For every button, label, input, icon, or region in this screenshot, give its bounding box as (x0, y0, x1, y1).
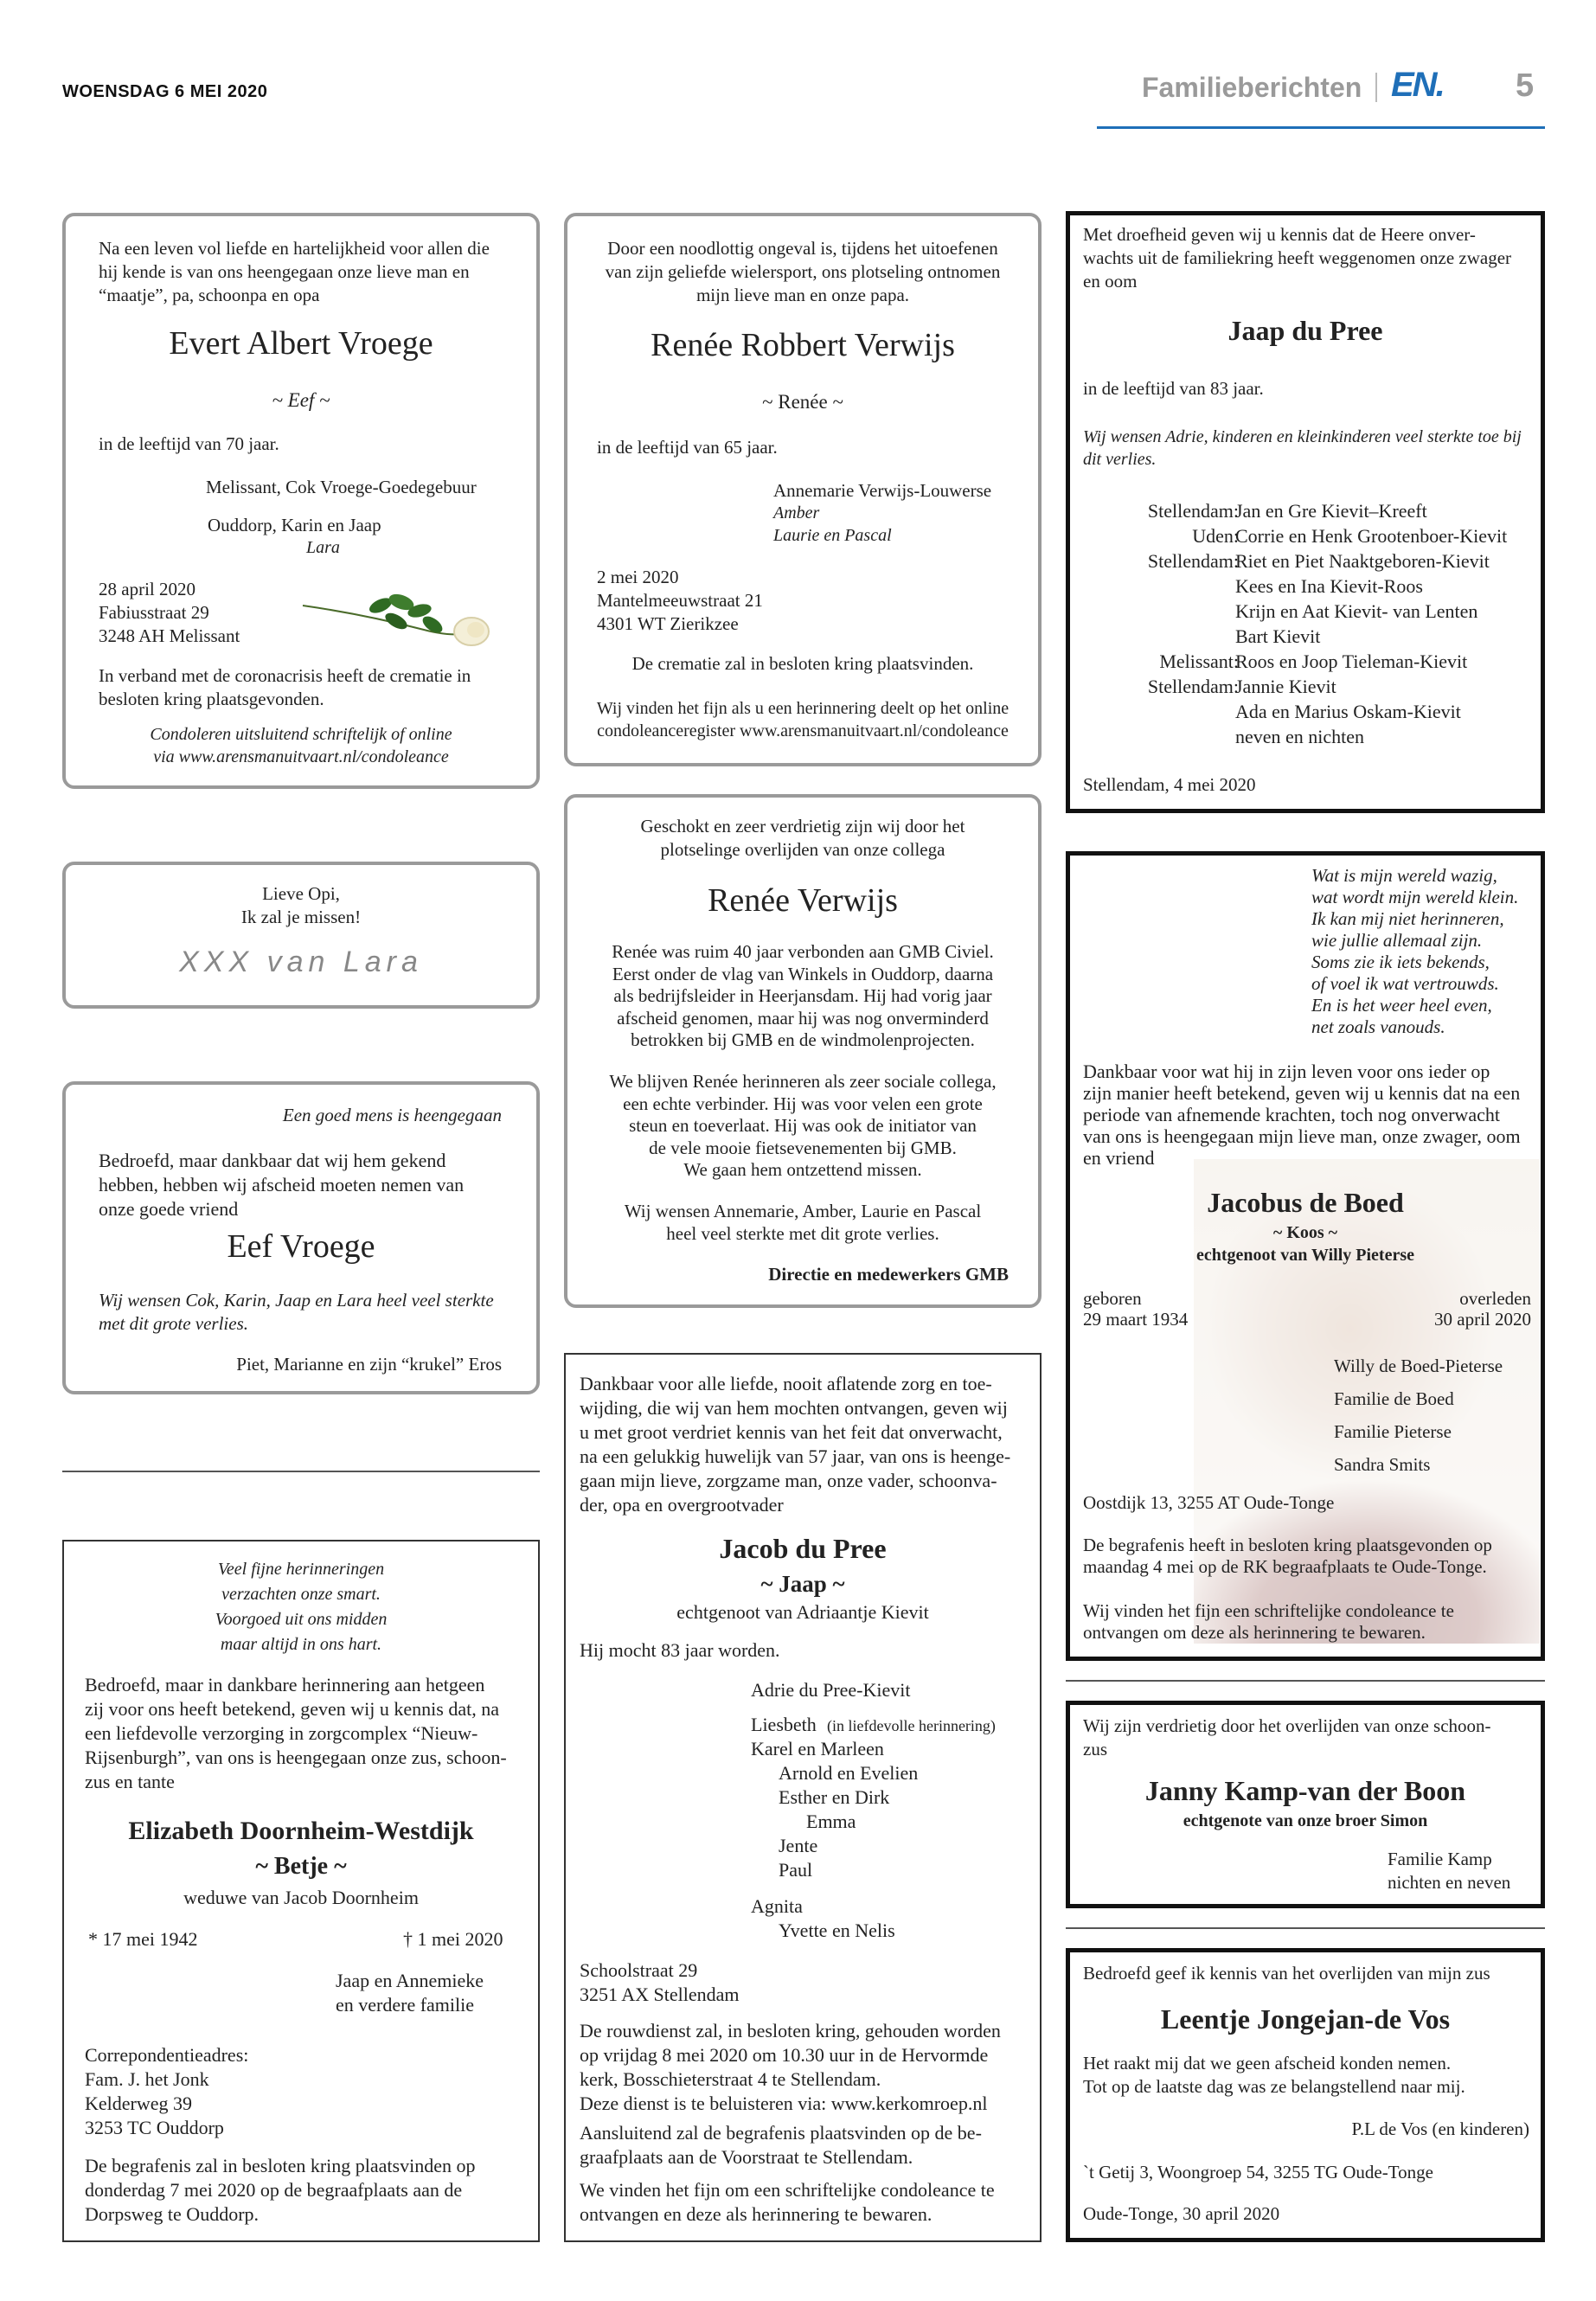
renee1-intro: Door een noodlottig ongeval is, tijdens het uitoefenen van zijn geliefde wielersport, ons plotseling ontnomen mijn lieve man en onze papa. (605, 238, 1001, 305)
jaap-row-names: Krijn en Aat Kievit- van Lenten (1235, 600, 1478, 622)
jaap-row-place: Stellendam: (1147, 550, 1239, 572)
betje-widow: weduwe van Jacob Doornheim (183, 1887, 419, 1908)
jacob-nickname: ~ Jaap ~ (760, 1571, 845, 1597)
section-title: Familieberichten (1142, 72, 1362, 103)
evert-address: 28 april 2020 Fabiusstraat 29 3248 AH Melissant (99, 579, 240, 646)
jaap-intro: Met droefheid geven wij u kennis dat de Heere onver- wachts uit de familiekring heeft weggenomen onze zwager en oom (1083, 224, 1512, 292)
betje-born: * 17 mei 1942 (88, 1928, 198, 1950)
leentje-text: Het raakt mij dat we geen afscheid konden nemen. Tot op de laatste dag was ze belangstellend naar mij. (1083, 2053, 1465, 2097)
evert-family-3: Lara (306, 538, 340, 557)
betje-address: Correpondentieadres: Fam. J. het Jonk Kelderweg 39 3253 TC Ouddorp (85, 2044, 249, 2138)
column3-separator-2 (1066, 1927, 1545, 1929)
evert-note: In verband met de coronacrisis heeft de crematie in besloten kring plaatsgevonden. (99, 665, 471, 709)
jacob-family-4: Arnold en Evelien Esther en Dirk (779, 1762, 919, 1808)
leentje-name: Leentje Jongejan-de Vos (1160, 2003, 1451, 2035)
koos-nickname: ~ Koos ~ (1272, 1223, 1338, 1242)
koos-born-date: 29 maart 1934 (1083, 1309, 1189, 1330)
jaap-wish: Wij wensen Adrie, kinderen en kleinkinderen veel sterkte toe bij dit verlies. (1083, 427, 1522, 469)
jacob-burial: Aansluitend zal de begrafenis plaatsvinden op de be- graafplaats aan de Voorstraat te Stellendam. (580, 2122, 982, 2168)
newspaper-logo: EN. (1391, 66, 1444, 104)
jaap-age: in de leeftijd van 83 jaar. (1083, 378, 1264, 399)
jaap-row-names: neven en nichten (1235, 726, 1365, 747)
betje-family: Jaap en Annemieke en verdere familie (336, 1970, 484, 2016)
jacob-family-8: Yvette en Nelis (779, 1920, 895, 1941)
betje-intro: Bedroefd, maar in dankbare herinnering aan hetgeen zij voor ons heeft betekend, geven wij u kennis dat, na een liefdevolle verzorging in zorgcomplex “Nieuw- Rijsenburgh”, van ons is heengegaan onze zus, schoon- zus en tante (85, 1674, 507, 1792)
koos-card: Wij vinden het fijn een schriftelijke condoleance te ontvangen om deze als herinnering te bewaren. (1083, 1600, 1454, 1643)
koos-address: Oostdijk 13, 3255 AT Oude-Tonge (1083, 1492, 1335, 1513)
jacob-family-3: Karel en Marleen (751, 1738, 884, 1759)
jaap-row-place: Stellendam: (1147, 676, 1239, 697)
jacob-service: De rouwdienst zal, in besloten kring, gehouden worden op vrijdag 8 mei 2020 om 10.30 uur in de Hervormde kerk, Bosschieterstraat 4 te Stellendam. Deze dienst is te beluisteren via: www.kerkomroep.nl (580, 2020, 1001, 2114)
koos-died-date: 30 april 2020 (1434, 1309, 1531, 1330)
koos-died-label: overleden (1459, 1288, 1531, 1309)
betje-poem: Veel fijne herinneringen verzachten onze smart. Voorgoed uit ons midden maar altijd in ons hart. (215, 1560, 388, 1654)
betje-name: Elizabeth Doornheim-Westdijk (128, 1817, 474, 1845)
header-rule (1097, 126, 1545, 129)
rose-icon (294, 580, 493, 649)
opi-text: Lieve Opi, Ik zal je missen! (240, 883, 362, 927)
evert-intro: Na een leven vol liefde en hartelijkheid voor allen die hij kende is van ons heengegaan onze lieve man en “maatje”, pa, schoonpa en opa (99, 238, 490, 305)
renee1-family-2: Amber Laurie en Pascal (773, 503, 892, 545)
jaap-row-names: Roos en Joop Tieleman-Kievit (1235, 651, 1468, 672)
jacob-age: Hij mocht 83 jaar worden. (580, 1639, 780, 1661)
jacob-family-2-note: (in liefdevolle herinnering) (827, 1717, 996, 1734)
jaap-row-names: Corrie en Henk Grootenboer-Kievit (1235, 525, 1508, 547)
jaap-row-names: Kees en Ina Kievit-Roos (1235, 575, 1423, 597)
koos-poem: Wat is mijn wereld wazig, wat wordt mijn wereld klein. Ik kan mij niet herinneren, wie jullie allemaal zijn. Soms zie ik iets bekends, of voel ik wat vertrouwds. En is het weer heel even, net zoals vanouds. (1311, 865, 1519, 1037)
leentje-from: P.L de Vos (en kinderen) (1351, 2118, 1529, 2139)
jaap-family-list (1083, 498, 1533, 758)
page-number: 5 (1516, 67, 1535, 104)
evert-family-1: Melissant, Cok Vroege-Goedegebuur (206, 477, 477, 497)
evert-age: in de leeftijd van 70 jaar. (99, 433, 279, 454)
leentje-intro: Bedroefd geef ik kennis van het overlijden van mijn zus (1083, 1963, 1490, 1984)
jacob-family-1: Adrie du Pree-Kievit (751, 1679, 911, 1701)
evert-family-2: Ouddorp, Karin en Jaap (208, 515, 381, 535)
renee1-nickname: ~ Renée ~ (762, 391, 843, 413)
jacob-address: Schoolstraat 29 3251 AX Stellendam (580, 1959, 740, 2005)
renee1-online: Wij vinden het fijn als u een herinnering deelt op het online condoleanceregister www.arensmanuitvaart.nl/condoleance (596, 699, 1010, 740)
jaap-name: Jaap du Pree (1227, 315, 1383, 346)
jaap-row-place: Stellendam: (1147, 500, 1239, 522)
jaap-row-names: Ada en Marius Oskam-Kievit (1235, 701, 1461, 722)
betje-nickname: ~ Betje ~ (255, 1853, 347, 1880)
jaap-row-names: Bart Kievit (1235, 625, 1321, 647)
jaap-row-names: Jan en Gre Kievit–Kreeft (1235, 500, 1427, 522)
jaap-row-names: Riet en Piet Naaktgeboren-Kievit (1235, 550, 1490, 572)
koos-spouse: echtgenoot van Willy Pieterse (1196, 1246, 1414, 1265)
janny-intro: Wij zijn verdrietig door het overlijden van onze schoon- zus (1083, 1715, 1491, 1759)
koos-family: Willy de Boed-Pieterse Familie de Boed Familie Pieterse Sandra Smits (1334, 1356, 1503, 1475)
column3-separator-1 (1066, 1680, 1545, 1682)
jacob-card: We vinden het fijn om een schriftelijke condoleance te ontvangen en deze als herinnering te bewaren. (580, 2179, 995, 2225)
leentje-dateline: Oude-Tonge, 30 april 2020 (1083, 2203, 1280, 2224)
renee1-address: 2 mei 2020 Mantelmeeuwstraat 21 4301 WT Zierikzee (597, 567, 763, 634)
header-date: WOENSDAG 6 MEI 2020 (62, 82, 268, 101)
betje-died: † 1 mei 2020 (403, 1928, 503, 1950)
jacob-spouse: echtgenoot van Adriaantje Kievit (676, 1601, 929, 1623)
jacob-name: Jacob du Pree (719, 1533, 887, 1564)
jaap-row-place: Melissant: (1159, 651, 1239, 672)
leentje-address: `t Getij 3, Woongroep 54, 3255 TG Oude-Tonge (1083, 2162, 1433, 2182)
renee1-family: Annemarie Verwijs-Louwerse (773, 480, 992, 501)
renee1-name: Renée Robbert Verwijs (651, 327, 955, 363)
jacob-family-7: Agnita (751, 1895, 803, 1917)
renee2-paragraph-1: Renée was ruim 40 jaar verbonden aan GMB Civiel. Eerst onder de vlag van Winkels in Ouddorp, daarna als bedrijfsleider in Heerjansdam. Hij had vorig jaar afscheid genomen, maar hij was nog onverminderd betrokken bij GMB en de windmolenprojecten. (612, 941, 994, 1050)
eef-motto: Een goed mens is heengegaan (282, 1105, 502, 1125)
janny-from: Familie Kamp nichten en neven (1388, 1849, 1511, 1893)
evert-condolence: Condoleren uitsluitend schriftelijk of online via www.arensmanuitvaart.nl/condoleance (150, 725, 452, 766)
header-divider (1375, 73, 1377, 102)
jacob-intro: Dankbaar voor alle liefde, nooit aflatende zorg en toe- wijding, die wij van hem mochten ontvangen, geven wij u met groot verdriet kennis van het feit dat onverwacht, na een gelukkig huwelijk van 57 jaar, van ons is heenge- gaan mijn lieve, zorgzame man, onze vader, schoonva- der, opa en overgrootvader (580, 1373, 1011, 1516)
janny-spouse: echtgenote van onze broer Simon (1183, 1811, 1428, 1830)
renee2-paragraph-3: Wij wensen Annemarie, Amber, Laurie en Pascal heel veel sterkte met dit grote verlies. (624, 1201, 982, 1244)
jaap-dateline: Stellendam, 4 mei 2020 (1083, 774, 1256, 795)
renee2-paragraph-2: We blijven Renée herinneren als zeer sociale collega, een echte verbinder. Hij was voor velen een grote steun en toeverlaat. Hij was ook de initiator van de vele mooie fietsevenementen bij GMB. We gaan hem ontzettend missen. (609, 1071, 997, 1180)
koos-name: Jacobus de Boed (1207, 1187, 1404, 1218)
koos-born-label: geboren (1083, 1288, 1142, 1309)
koos-intro: Dankbaar voor wat hij in zijn leven voor ons ieder op zijn manier heeft betekend, geven wij u kennis dat na een periode van afnemende krachten, toch nog onverwacht van ons is heengegaan mijn lieve man, onze zwager, oom en vriend (1083, 1061, 1521, 1169)
evert-name: Evert Albert Vroege (169, 325, 433, 362)
renee2-from: Directie en medewerkers GMB (768, 1264, 1009, 1285)
renee1-cremation: De crematie zal in besloten kring plaatsvinden. (631, 653, 974, 674)
renee2-name: Renée Verwijs (708, 882, 898, 919)
jaap-row-place: Uden: (1192, 525, 1239, 547)
janny-name: Janny Kamp-van der Boon (1144, 1775, 1466, 1806)
opi-signature: XXX van Lara (179, 945, 423, 978)
renee2-intro: Geschokt en zeer verdrietig zijn wij door het plotselinge overlijden van onze collega (640, 816, 965, 860)
evert-nickname: ~ Eef ~ (272, 389, 330, 411)
koos-funeral: De begrafenis heeft in besloten kring plaatsgevonden op maandag 4 mei op de RK begraafplaats te Oude-Tonge. (1083, 1535, 1492, 1577)
jaap-row-names: Jannie Kievit (1235, 676, 1336, 697)
betje-funeral: De begrafenis zal in besloten kring plaatsvinden op donderdag 7 mei 2020 op de begraafplaats aan de Dorpsweg te Ouddorp. (85, 2155, 476, 2225)
eef-from: Piet, Marianne en zijn “krukel” Eros (236, 1354, 502, 1375)
column1-separator (62, 1471, 540, 1472)
eef-wish: Wij wensen Cok, Karin, Jaap en Lara heel veel sterkte met dit grote verlies. (99, 1290, 494, 1334)
jacob-family-6: Jente Paul (779, 1835, 818, 1881)
eef-name: Eef Vroege (227, 1228, 375, 1265)
eef-intro: Bedroefd, maar dankbaar dat wij hem gekend hebben, hebben wij afscheid moeten nemen van onze goede vriend (99, 1150, 465, 1220)
renee1-age: in de leeftijd van 65 jaar. (597, 437, 778, 458)
jacob-family-2: Liesbeth (751, 1714, 817, 1735)
jacob-family-5: Emma (806, 1811, 856, 1832)
